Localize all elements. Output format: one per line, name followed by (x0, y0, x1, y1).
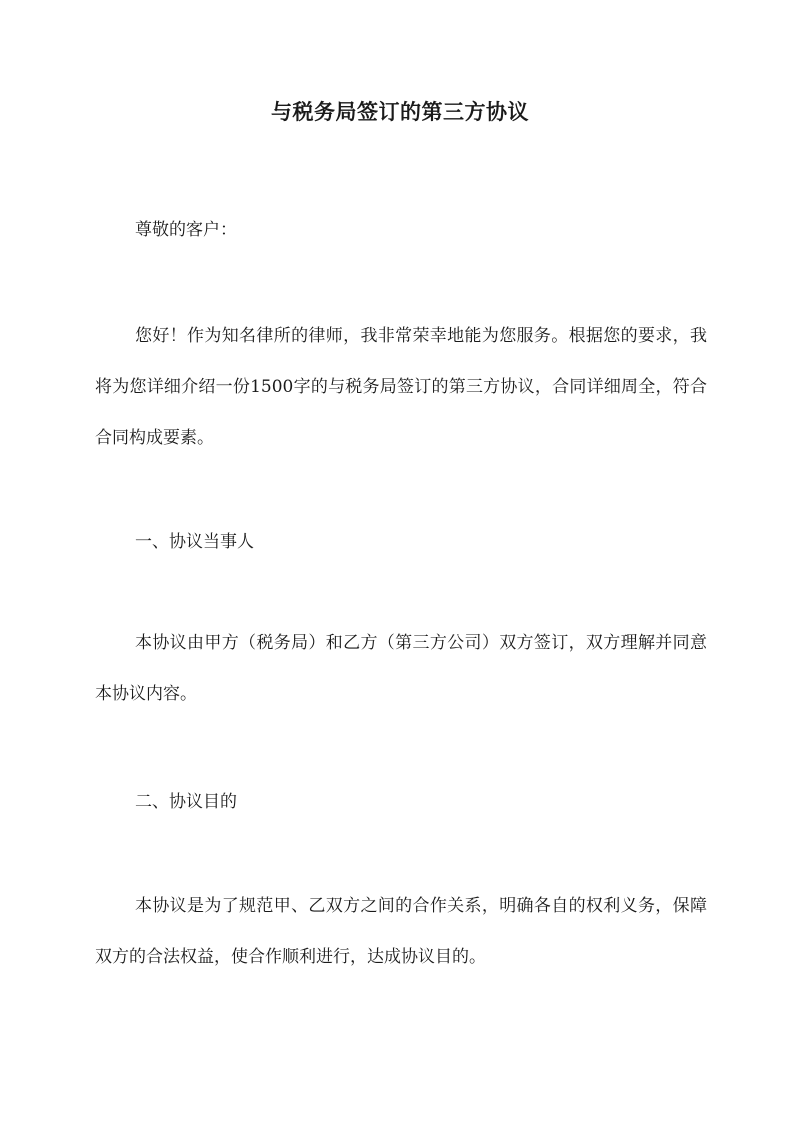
section-heading-parties: 一、协议当事人 (135, 532, 254, 552)
intro-paragraph: 您好！作为知名律所的律师，我非常荣幸地能为您服务。根据您的要求，我将为您详细介绍一份1500字的与税务局签订的第三方协议，合同详细周全，符合合同构成要素。 (95, 326, 707, 448)
section-body-purpose: 本协议是为了规范甲、乙双方之间的合作关系，明确各自的权利义务，保障双方的合法权益，使合作顺利进行，达成协议目的。 (95, 896, 707, 967)
document-title: 与税务局签订的第三方协议 (271, 99, 529, 124)
section-heading-purpose: 二、协议目的 (135, 792, 237, 812)
salutation: 尊敬的客户： (135, 220, 237, 240)
section-body-parties: 本协议由甲方（税务局）和乙方（第三方公司）双方签订，双方理解并同意本协议内容。 (95, 633, 707, 704)
